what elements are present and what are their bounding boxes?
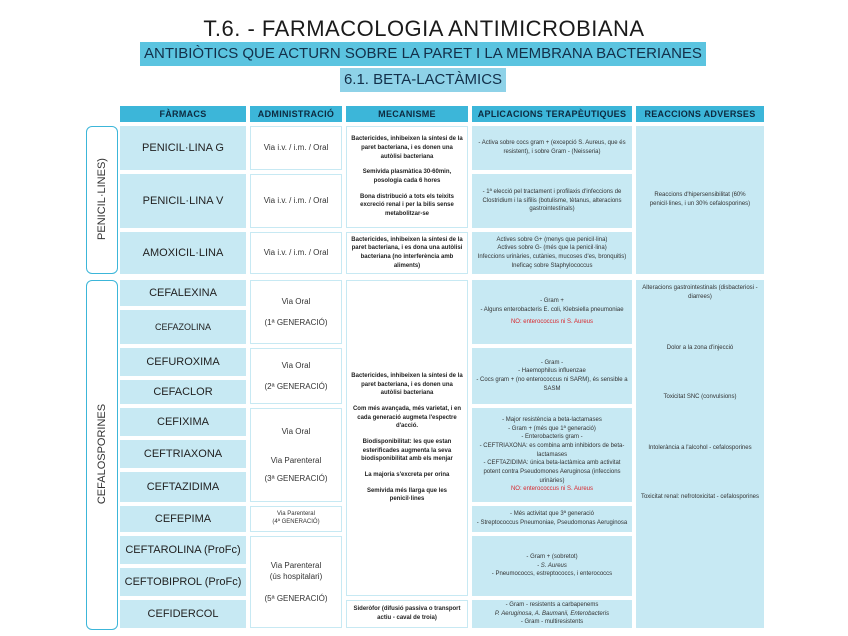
applications-penicilina-g [472, 126, 632, 170]
drug-cefazolina: CEFAZOLINA [120, 310, 246, 344]
applications-gen2 [472, 348, 632, 404]
mechanism-pen-3: Bona distribució a tots els teixits excreció renal i per la bilis sense metabolitzar-se [359, 193, 455, 218]
drug-penicilina-g: PENICIL·LINA G [120, 126, 246, 170]
applications-amox-2: Actives sobre G- (més que la penicil·lina) [497, 245, 607, 252]
applications-cefidercol [472, 600, 632, 628]
reactions-hypersensitivity: Reaccions d'hipersensibilitat (60% penicil·lines, i un 30% cefalosporines) [649, 192, 751, 207]
admin-gen3-oral: Via Oral [281, 427, 311, 437]
mechanism-cefalosporines [346, 280, 468, 596]
drug-cefalexina: CEFALEXINA [120, 280, 246, 306]
reactions-gastro: Alteracions gastrointestinals (disbacteriosi - diarrees) [642, 285, 758, 300]
drug-amoxicilina: AMOXICIL·LINA [120, 232, 246, 274]
admin-pen-v-text: Via i.v. / i.m. / Oral [263, 196, 329, 206]
applications-gen2-1: - Gram - [540, 359, 564, 366]
mechanism-amox-text: Bactericides, inhibeixen la síntesi de la paret bacteriana, i es dona una autòlisi bacteriana (no interferència amb aliments) [351, 236, 463, 269]
admin-penicilina-v [250, 174, 342, 228]
applications-gen3-5: - CEFTAZIDIMA: única beta-lactàmica amb activitat potent contra Pseudomones Aeruginosa (infeccions urinàries) [483, 460, 621, 484]
applications-penicilina-v [472, 174, 632, 228]
mechanism-ceph-1: Bactericides, inhibeixen la síntesi de la paret bacteriana, i es donen una autòlisi bacteriana [351, 372, 463, 397]
applications-gen2-3: - Cocs gram + (no enterococcus ni SARM), és sensible a SASM [476, 377, 628, 392]
applications-gen5-1: - Gram + (sobretot) [526, 553, 578, 560]
applications-gen5-2: - S. Aureus [537, 562, 567, 569]
drug-cefixima: CEFIXIMA [120, 408, 246, 436]
applications-gen1 [472, 280, 632, 344]
admin-gen2-label: (2ª GENERACIÓ) [264, 382, 328, 391]
reactions-renal: Toxicitat renal: nefrotoxicitat - cefalosporines [640, 494, 760, 500]
admin-gen3-label: (3ª GENERACIÓ) [264, 473, 328, 483]
applications-gen5-3: - Pneumococcs, estreptococcs, i enterococcs [491, 571, 613, 578]
mechanism-penicillines [346, 126, 468, 228]
page-title: T.6. - FARMACOLOGIA ANTIMICROBIANA [203, 16, 645, 41]
admin-gen1 [250, 280, 342, 344]
admin-gen1-label: (1ª GENERACIÓ) [264, 318, 328, 327]
admin-gen3-parenteral: Via Parenteral [270, 456, 322, 466]
applications-gen3-warning: NO: enterococcus ni S. Aureus [510, 486, 594, 493]
section-banner: 6.1. BETA-LACTÀMICS [340, 68, 506, 92]
reactions-snc: Toxicitat SNC (convulsions) [663, 394, 737, 400]
drug-cefepima: CEFEPIMA [120, 506, 246, 532]
drug-cefaclor: CEFACLOR [120, 380, 246, 404]
reactions-alcohol: Intolerància a l'alcohol - cefalosporines [648, 445, 752, 451]
applications-gen4-1: - Més activitat que 3ª generació [510, 511, 594, 518]
applications-amox-1: Actives sobre G+ (menys que penicil·lina) [496, 236, 608, 243]
applications-gen5 [472, 536, 632, 596]
admin-gen5-label: (5ª GENERACIÓ) [264, 593, 328, 603]
col-header-aplicacions: APLICACIONS TERAPÈUTIQUES [472, 106, 632, 122]
admin-gen2 [250, 348, 342, 404]
reactions-injection-pain: Dolor a la zona d'injecció [666, 345, 734, 351]
subtitle-banner: ANTIBIÒTICS QUE ACTURN SOBRE LA PARET I LA MEMBRANA BACTERIANES [140, 42, 706, 66]
mechanism-amoxicilina [346, 232, 468, 274]
mechanism-ceph-3: Biodisponibilitat: les que estan esterificades augmenta la seva biodisponibilitat amb els menjar [361, 439, 453, 463]
mechanism-pen-2: Semivida plasmàtica 30-60min, posologia cada 6 hores [362, 169, 452, 184]
applications-gen1-warning: NO: enterococcus ni S. Aureus [510, 319, 594, 326]
admin-gen5 [250, 536, 342, 628]
group-label-penicillines: PENICIL·LINES) [96, 158, 108, 240]
applications-gen3-4: - CEFTRIAXONA: es combina amb inhibidors de beta-lactamases [479, 442, 625, 458]
mechanism-pen-1: Bactericides, inhibeixen la síntesi de la paret bacteriana, i es donen una autòlisi bacteriana [351, 136, 463, 160]
applications-gen1-2: - Alguns enterobacteris E. coli, Klebsiella pneumoniae [480, 306, 624, 313]
applications-amox-4: Ineficaç sobre Staphylococcus [511, 262, 593, 269]
drug-cefidercol: CEFIDERCOL [120, 600, 246, 628]
drug-ceftriaxona: CEFTRIAXONA [120, 440, 246, 468]
applications-gen4-2: - Streptococcus Pneumoniae, Pseudomonas Aeruginosa [476, 520, 628, 526]
col-header-farmacs: FÀRMACS [120, 106, 246, 122]
mechanism-ceph-2: Com més avançada, més varietat, i en cada generació augmeta l'espectre d'acció. [352, 405, 462, 430]
drug-cefuroxima: CEFUROXIMA [120, 348, 246, 376]
applications-gen3-3: - Enterobacteris gram - [521, 434, 583, 441]
col-header-administracio: ADMINISTRACIÓ [250, 106, 342, 122]
group-label-cefalosporines: CEFALOSPORINES [96, 403, 108, 505]
admin-amox-text: Via i.v. / i.m. / Oral [263, 248, 329, 258]
admin-penicilina-g [250, 126, 342, 170]
applications-gen3-1: - Major resistència a beta-lactamases [502, 416, 602, 423]
applications-gen1-1: - Gram + [540, 297, 564, 304]
admin-gen4-route: Via Parenteral [277, 511, 315, 518]
admin-gen2-route: Via Oral [281, 360, 311, 370]
applications-amox-3: Infeccions urinàries, cutànies, mucoses d'es, bronquitis) [477, 254, 627, 260]
admin-gen4 [250, 506, 342, 532]
admin-amoxicilina [250, 232, 342, 274]
mechanism-ceph-5: Semivida més llarga que les penicil·lines [366, 487, 448, 503]
admin-gen1-route: Via Oral [281, 296, 311, 306]
admin-gen5-hosp: (ús hospitalari) [269, 572, 323, 582]
drug-ceftazidima: CEFTAZIDIMA [120, 472, 246, 502]
drug-ceftobiprol: CEFTOBIPROL (ProFc) [120, 568, 246, 596]
mechanism-cefidercol [346, 600, 468, 628]
mechanism-ceph-4: La majoria s'excreta per orina [364, 472, 450, 479]
applications-cefid-3: - Gram - multiresistents [520, 619, 584, 626]
applications-gen3 [472, 408, 632, 502]
admin-gen5-route: Via Parenteral [270, 561, 322, 571]
applications-pen-g-1: - Activa sobre cocs gram + (excepció S. Aureus, que és resistent), i sobre Gram - (Neisseria) [478, 140, 626, 155]
applications-amoxicilina [472, 232, 632, 274]
reactions-penicillines [636, 126, 764, 274]
applications-pen-g-2: - 1ª elecció pel tractament i profilaxis d'infeccions de Clostridium i la sífilis (botulisme, tètanus, alteracions gastrointestinals) [482, 188, 622, 213]
applications-cefid-2: P. Aeruginosa, A. Baumanii, Enterobacteris [494, 610, 610, 617]
applications-gen2-2: - Haemophilus influenzae [518, 368, 586, 375]
col-header-reaccions: REACCIONS ADVERSES [636, 106, 764, 122]
admin-gen4-label: (4ª GENERACIÓ) [272, 519, 320, 525]
admin-gen3 [250, 408, 342, 502]
col-header-mecanisme: MECANISME [346, 106, 468, 122]
applications-gen3-2: - Gram + (més que 1ª generació) [508, 425, 596, 432]
applications-gen4 [472, 506, 632, 532]
applications-cefid-1: - Gram - resistents a carbapenems [505, 601, 599, 608]
drug-ceftarolina: CEFTAROLINA (ProFc) [120, 536, 246, 564]
admin-pen-g-text: Via i.v. / i.m. / Oral [263, 143, 329, 153]
mechanism-cefidercol-text: Sideròfor (difusió passiva o transport actiu - caval de troia) [353, 606, 461, 621]
reactions-cefalosporines [636, 280, 764, 628]
drug-penicilina-v: PENICIL·LINA V [120, 174, 246, 228]
